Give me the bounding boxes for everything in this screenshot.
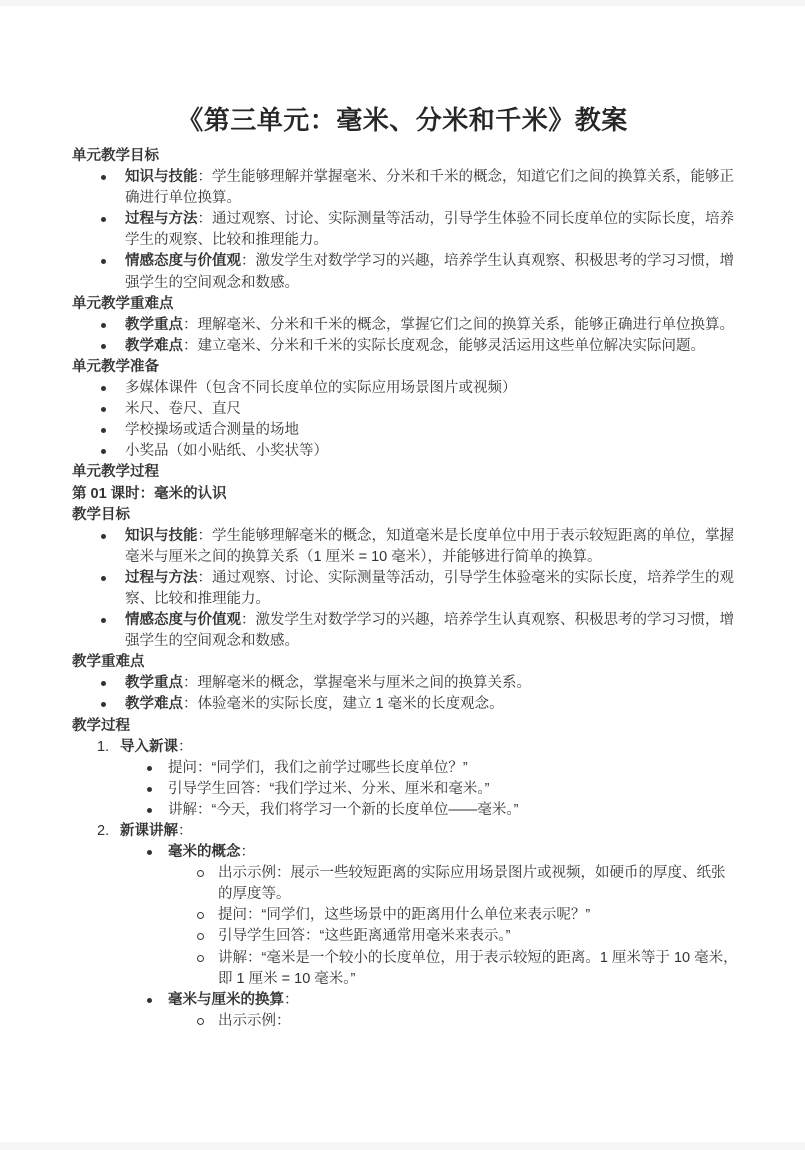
list-item	[0, 336, 805, 357]
bullet-icon	[101, 259, 106, 264]
item-text: 通过观察、讨论、实际测量等活动，引导学生体验毫米的实际长度，培养学生的观察、比较和推理能力。	[125, 569, 734, 607]
list-item	[0, 378, 805, 399]
item-text: 引导学生回答：“我们学过米、分米、厘米和毫米。”	[168, 780, 490, 797]
bullet-icon	[147, 808, 152, 813]
bullet-icon	[101, 175, 106, 180]
bullet-icon	[147, 787, 152, 792]
sub-list-item	[0, 990, 805, 1011]
item-separator: ：	[183, 337, 198, 354]
bullet-icon	[147, 766, 152, 771]
doc-heading	[0, 146, 805, 167]
item-text: 教学重难点	[72, 654, 145, 671]
list-item	[0, 399, 805, 420]
bullet-icon	[147, 850, 152, 855]
item-separator: ：	[183, 675, 198, 692]
list-item	[0, 568, 805, 610]
bullet-icon	[101, 576, 106, 581]
item-separator: ：	[183, 696, 198, 713]
item-lead: 导入新课	[120, 738, 178, 755]
item-text: 出示示例：	[218, 1012, 291, 1029]
bullet-icon	[101, 217, 106, 222]
item-text: 提问：“同学们，我们之前学过哪些长度单位？”	[168, 759, 468, 776]
circle-list-item	[0, 948, 805, 990]
doc-heading	[0, 716, 805, 737]
doc-heading	[0, 462, 805, 483]
item-lead: 知识与技能	[125, 169, 198, 186]
item-lead: 毫米与厘米的换算	[168, 991, 284, 1008]
item-text: 教学目标	[72, 506, 130, 523]
item-text: 教学过程	[72, 717, 130, 734]
circle-bullet-icon	[197, 955, 204, 962]
item-text: 提问：“同学们，这些场景中的距离用什么单位来表示呢？”	[218, 907, 591, 924]
bullet-icon	[101, 386, 106, 391]
item-lead: 教学难点	[125, 337, 183, 354]
bullet-icon	[101, 534, 106, 539]
document-body	[0, 138, 805, 1032]
bullet-icon	[101, 681, 106, 686]
bullet-icon	[101, 323, 106, 328]
item-text: 小奖品（如小贴纸、小奖状等）	[125, 443, 328, 460]
item-text: 学校操场或适合测量的场地	[125, 422, 299, 439]
item-text: 讲解：“毫米是一个较小的长度单位，用于表示较短的距离。1 厘米等于 10 毫米，即 1 厘米 = 10 毫米。”	[218, 949, 738, 987]
circle-list-item	[0, 1011, 805, 1032]
item-text: 理解毫米的概念，掌握毫米与厘米之间的换算关系。	[197, 675, 531, 692]
item-text: 建立毫米、分米和千米的实际长度观念，能够灵活运用这些单位解决实际问题。	[197, 337, 705, 354]
item-text: 单元教学准备	[72, 358, 159, 375]
bullet-icon	[101, 407, 106, 412]
doc-heading	[0, 652, 805, 673]
list-item	[0, 251, 805, 293]
item-separator: ：	[241, 253, 256, 270]
item-text: 多媒体课件（包含不同长度单位的实际应用场景图片或视频）	[125, 380, 517, 397]
item-text: 学生能够理解并掌握毫米、分米和千米的概念，知道它们之间的换算关系，能够正确进行单位换算。	[125, 169, 734, 207]
item-text: 第 01 课时：毫米的认识	[72, 485, 227, 502]
bullet-icon	[101, 702, 106, 707]
item-text: 单元教学目标	[72, 148, 159, 164]
number-label: 1.	[97, 738, 110, 755]
sub-list-item	[0, 779, 805, 800]
bullet-icon	[101, 449, 106, 454]
item-lead: 毫米的概念	[168, 844, 241, 861]
item-text: 学生能够理解毫米的概念，知道毫米是长度单位中用于表示较短距离的单位，掌握毫米与厘米之间的换算关系（1 厘米 = 10 毫米），并能够进行简单的换算。	[125, 527, 734, 565]
document-title: 《第三单元：毫米、分米和千米》教案	[177, 105, 628, 135]
item-text: 激发学生对数学学习的兴趣，培养学生认真观察、积极思考的学习习惯，增强学生的空间观念和数感。	[125, 253, 734, 291]
list-item	[0, 315, 805, 336]
item-text: 引导学生回答：“这些距离通常用毫米来表示。”	[218, 928, 511, 945]
numbered-item	[0, 821, 805, 842]
document-page[interactable]	[0, 6, 805, 1142]
circle-list-item	[0, 863, 805, 905]
item-separator: ：	[197, 211, 212, 228]
doc-heading	[0, 357, 805, 378]
item-lead: 教学重点	[125, 316, 183, 333]
sub-list-item	[0, 758, 805, 779]
item-separator: ：	[197, 169, 212, 186]
item-separator: ：	[183, 316, 198, 333]
item-separator: ：	[284, 991, 299, 1008]
circle-list-item	[0, 926, 805, 947]
item-separator: ：	[240, 844, 255, 861]
list-item	[0, 167, 805, 209]
list-item	[0, 694, 805, 715]
bullet-icon	[147, 998, 152, 1003]
doc-heading	[0, 505, 805, 526]
circle-bullet-icon	[197, 1018, 204, 1025]
sub-list-item	[0, 800, 805, 821]
list-item	[0, 420, 805, 441]
circle-list-item	[0, 905, 805, 926]
item-text: 理解毫米、分米和千米的概念，掌握它们之间的换算关系，能够正确进行单位换算。	[197, 316, 734, 333]
list-item	[0, 209, 805, 251]
bullet-icon	[101, 618, 106, 623]
bullet-icon	[101, 428, 106, 433]
item-lead: 情感态度与价值观	[125, 253, 241, 270]
doc-heading	[0, 294, 805, 315]
list-item	[0, 526, 805, 568]
item-separator: ：	[178, 823, 193, 839]
numbered-item	[0, 737, 805, 758]
item-text: 讲解：“今天，我们将学习一个新的长度单位——毫米。”	[168, 801, 519, 818]
item-lead: 新课讲解	[120, 823, 178, 839]
item-separator: ：	[197, 527, 212, 544]
item-lead: 知识与技能	[125, 527, 198, 544]
item-text: 米尺、卷尺、直尺	[125, 401, 241, 418]
list-item	[0, 441, 805, 462]
circle-bullet-icon	[197, 870, 204, 877]
item-text: 体验毫米的实际长度，建立 1 毫米的长度观念。	[197, 696, 504, 713]
item-separator: ：	[241, 612, 256, 629]
item-lead: 教学重点	[125, 675, 183, 692]
item-lead: 过程与方法	[125, 569, 198, 586]
number-label: 2.	[97, 823, 110, 839]
item-separator: ：	[178, 738, 193, 755]
item-lead: 教学难点	[125, 696, 183, 713]
list-item	[0, 610, 805, 652]
item-lead: 情感态度与价值观	[125, 612, 241, 629]
bullet-icon	[101, 344, 106, 349]
item-lead: 过程与方法	[125, 211, 198, 228]
sub-list-item	[0, 842, 805, 863]
item-separator: ：	[197, 569, 212, 586]
circle-bullet-icon	[197, 912, 204, 919]
circle-bullet-icon	[197, 933, 204, 940]
item-text: 激发学生对数学学习的兴趣，培养学生认真观察、积极思考的学习习惯，增强学生的空间观念和数感。	[125, 612, 734, 650]
list-item	[0, 673, 805, 694]
item-text: 单元教学过程	[72, 464, 159, 481]
item-text: 单元教学重难点	[72, 295, 174, 312]
doc-heading	[0, 484, 805, 505]
item-text: 通过观察、讨论、实际测量等活动，引导学生体验不同长度单位的实际长度，培养学生的观察、比较和推理能力。	[125, 211, 734, 249]
item-text: 出示示例：展示一些较短距离的实际应用场景图片或视频，如硬币的厚度、纸张的厚度等。	[218, 865, 726, 903]
